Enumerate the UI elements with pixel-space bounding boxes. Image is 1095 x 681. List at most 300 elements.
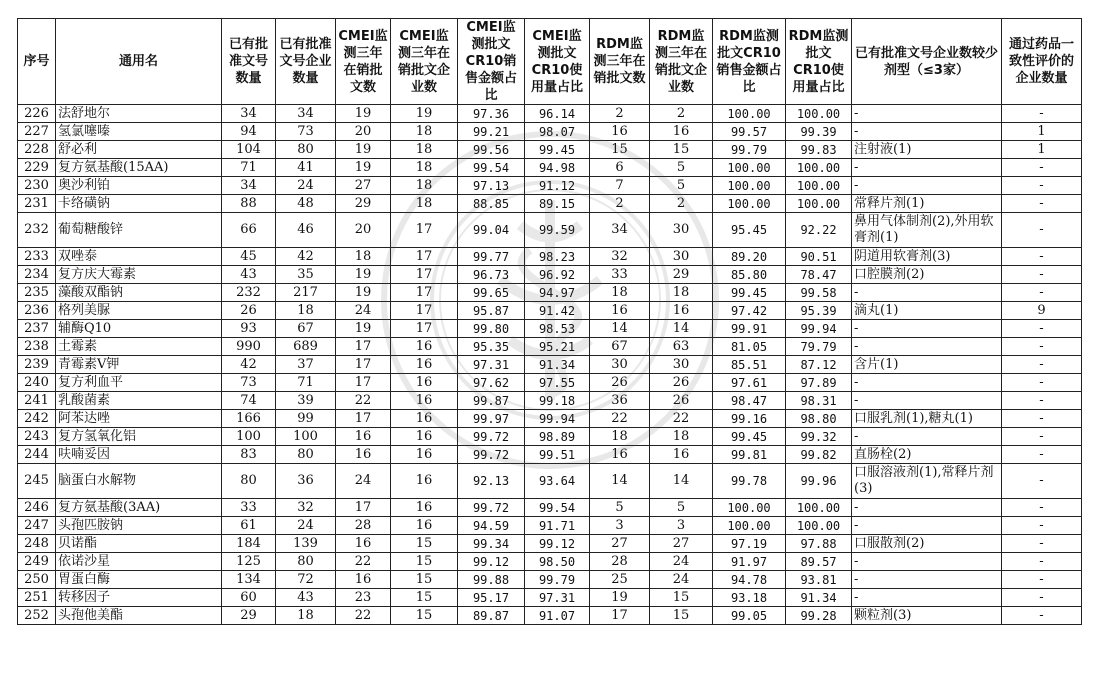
approval-count-cell: 26 [222,302,276,320]
rdm-product-count-cell: 32 [590,248,650,266]
rdm-product-count-cell: 67 [590,338,650,356]
rdm-company-count-cell: 27 [650,535,713,553]
table-row [18,589,1082,607]
few-company-dosage-forms-cell: 滴丸(1) [852,302,1002,320]
approval-count-cell: 83 [222,446,276,464]
cmei-cr10-sales-share-cell: 97.36 [458,105,525,123]
cmei-product-count-cell: 22 [336,607,391,625]
few-company-dosage-forms-cell: - [852,428,1002,446]
row-number-cell: 243 [18,428,56,446]
rdm-cr10-sales-share-cell: 99.45 [713,284,786,302]
table-row [18,141,1082,159]
table-row [18,410,1082,428]
rdm-product-count-cell: 22 [590,410,650,428]
cmei-cr10-volume-share-cell: 91.07 [525,607,590,625]
cmei-cr10-volume-share-cell: 99.79 [525,571,590,589]
generic-name-cell: 葡萄糖酸锌 [56,213,222,248]
few-company-dosage-forms-cell: - [852,553,1002,571]
cmei-company-count-cell: 17 [391,320,458,338]
row-number-cell: 232 [18,213,56,248]
col-few-company-forms-header: 已有批准文号企业数较少剂型（≤3家） [852,19,1002,105]
consistency-company-count-cell: - [1002,266,1082,284]
rdm-company-count-cell: 24 [650,553,713,571]
table-body [18,105,1082,625]
generic-name-cell: 氢氯噻嗪 [56,123,222,141]
cmei-product-count-cell: 24 [336,302,391,320]
rdm-cr10-sales-share-cell: 100.00 [713,195,786,213]
rdm-cr10-sales-share-cell: 99.79 [713,141,786,159]
approval-count-cell: 104 [222,141,276,159]
row-number-cell: 246 [18,499,56,517]
rdm-company-count-cell: 30 [650,248,713,266]
rdm-cr10-sales-share-cell: 85.51 [713,356,786,374]
generic-name-cell: 脑蛋白水解物 [56,464,222,499]
cmei-company-count-cell: 18 [391,177,458,195]
few-company-dosage-forms-cell: - [852,374,1002,392]
approval-count-cell: 100 [222,428,276,446]
few-company-dosage-forms-cell: - [852,499,1002,517]
row-number-cell: 237 [18,320,56,338]
row-number-cell: 242 [18,410,56,428]
few-company-dosage-forms-cell: 含片(1) [852,356,1002,374]
approval-company-count-cell: 36 [276,464,336,499]
rdm-cr10-sales-share-cell: 97.61 [713,374,786,392]
rdm-cr10-sales-share-cell: 99.78 [713,464,786,499]
col-cmei-cr10-volume-header: CMEI监测批文CR10使用量占比 [525,19,590,105]
rdm-cr10-volume-share-cell: 95.39 [786,302,852,320]
cmei-cr10-sales-share-cell: 99.72 [458,499,525,517]
cmei-cr10-volume-share-cell: 98.89 [525,428,590,446]
approval-count-cell: 166 [222,410,276,428]
rdm-cr10-volume-share-cell: 92.22 [786,213,852,248]
approval-count-cell: 33 [222,499,276,517]
generic-name-cell: 奥沙利铂 [56,177,222,195]
rdm-product-count-cell: 25 [590,571,650,589]
approval-count-cell: 94 [222,123,276,141]
cmei-cr10-volume-share-cell: 94.97 [525,284,590,302]
generic-name-cell: 法舒地尔 [56,105,222,123]
cmei-product-count-cell: 19 [336,105,391,123]
rdm-product-count-cell: 27 [590,535,650,553]
consistency-company-count-cell: 1 [1002,123,1082,141]
cmei-company-count-cell: 16 [391,446,458,464]
cmei-cr10-sales-share-cell: 99.54 [458,159,525,177]
cmei-company-count-cell: 16 [391,392,458,410]
cmei-cr10-volume-share-cell: 98.07 [525,123,590,141]
cmei-company-count-cell: 16 [391,410,458,428]
table-row [18,428,1082,446]
rdm-product-count-cell: 19 [590,589,650,607]
table-row [18,553,1082,571]
few-company-dosage-forms-cell: 常释片剂(1) [852,195,1002,213]
rdm-product-count-cell: 16 [590,302,650,320]
cmei-cr10-sales-share-cell: 99.72 [458,428,525,446]
cmei-cr10-sales-share-cell: 89.87 [458,607,525,625]
approval-company-count-cell: 24 [276,177,336,195]
rdm-company-count-cell: 29 [650,266,713,284]
cmei-company-count-cell: 15 [391,571,458,589]
cmei-product-count-cell: 16 [336,535,391,553]
rdm-company-count-cell: 26 [650,392,713,410]
cmei-product-count-cell: 18 [336,248,391,266]
row-number-cell: 231 [18,195,56,213]
few-company-dosage-forms-cell: 口服溶液剂(1),常释片剂(3) [852,464,1002,499]
col-cmei-products-header: CMEI监测三年在销批文数 [336,19,391,105]
approval-company-count-cell: 80 [276,446,336,464]
consistency-company-count-cell: - [1002,517,1082,535]
few-company-dosage-forms-cell: 口服乳剂(1),糖丸(1) [852,410,1002,428]
rdm-cr10-sales-share-cell: 94.78 [713,571,786,589]
col-rdm-cr10-volume-header: RDM监测批文CR10使用量占比 [786,19,852,105]
cmei-cr10-sales-share-cell: 99.72 [458,446,525,464]
approval-company-count-cell: 37 [276,356,336,374]
few-company-dosage-forms-cell: - [852,105,1002,123]
approval-count-cell: 125 [222,553,276,571]
few-company-dosage-forms-cell: - [852,284,1002,302]
few-company-dosage-forms-cell: 阴道用软膏剂(3) [852,248,1002,266]
approval-company-count-cell: 80 [276,553,336,571]
rdm-cr10-volume-share-cell: 100.00 [786,159,852,177]
approval-company-count-cell: 67 [276,320,336,338]
cmei-cr10-sales-share-cell: 99.88 [458,571,525,589]
cmei-product-count-cell: 19 [336,320,391,338]
cmei-company-count-cell: 15 [391,553,458,571]
rdm-product-count-cell: 18 [590,284,650,302]
rdm-cr10-volume-share-cell: 91.34 [786,589,852,607]
generic-name-cell: 贝诺酯 [56,535,222,553]
table-row [18,177,1082,195]
cmei-product-count-cell: 16 [336,571,391,589]
table-row [18,195,1082,213]
rdm-product-count-cell: 17 [590,607,650,625]
cmei-cr10-volume-share-cell: 99.12 [525,535,590,553]
rdm-cr10-volume-share-cell: 100.00 [786,499,852,517]
cmei-cr10-sales-share-cell: 99.65 [458,284,525,302]
table-row [18,105,1082,123]
col-approvals-header: 已有批准文号数量 [222,19,276,105]
row-number-cell: 226 [18,105,56,123]
generic-name-cell: 青霉素V钾 [56,356,222,374]
cmei-product-count-cell: 22 [336,553,391,571]
few-company-dosage-forms-cell: - [852,338,1002,356]
rdm-company-count-cell: 15 [650,141,713,159]
approval-count-cell: 134 [222,571,276,589]
rdm-company-count-cell: 2 [650,105,713,123]
row-number-cell: 239 [18,356,56,374]
rdm-company-count-cell: 26 [650,374,713,392]
cmei-cr10-volume-share-cell: 99.45 [525,141,590,159]
cmei-company-count-cell: 16 [391,338,458,356]
rdm-cr10-volume-share-cell: 79.79 [786,338,852,356]
table-row [18,248,1082,266]
rdm-cr10-sales-share-cell: 85.80 [713,266,786,284]
rdm-product-count-cell: 30 [590,356,650,374]
row-number-cell: 236 [18,302,56,320]
table-row [18,446,1082,464]
approval-count-cell: 42 [222,356,276,374]
cmei-product-count-cell: 19 [336,266,391,284]
cmei-product-count-cell: 17 [336,499,391,517]
cmei-product-count-cell: 19 [336,284,391,302]
header-row [18,19,1082,105]
approval-count-cell: 990 [222,338,276,356]
rdm-cr10-volume-share-cell: 98.80 [786,410,852,428]
consistency-company-count-cell: - [1002,105,1082,123]
cmei-cr10-volume-share-cell: 94.98 [525,159,590,177]
rdm-company-count-cell: 14 [650,320,713,338]
rdm-company-count-cell: 22 [650,410,713,428]
row-number-cell: 248 [18,535,56,553]
table-row [18,356,1082,374]
col-no-header: 序号 [18,19,56,105]
cmei-cr10-volume-share-cell: 91.12 [525,177,590,195]
rdm-company-count-cell: 63 [650,338,713,356]
generic-name-cell: 阿苯达唑 [56,410,222,428]
cmei-company-count-cell: 19 [391,105,458,123]
generic-name-cell: 头孢匹胺钠 [56,517,222,535]
cmei-company-count-cell: 16 [391,428,458,446]
rdm-cr10-volume-share-cell: 99.39 [786,123,852,141]
cmei-company-count-cell: 15 [391,607,458,625]
approval-company-count-cell: 42 [276,248,336,266]
rdm-company-count-cell: 2 [650,195,713,213]
rdm-company-count-cell: 5 [650,499,713,517]
cmei-cr10-volume-share-cell: 97.31 [525,589,590,607]
cmei-cr10-sales-share-cell: 95.17 [458,589,525,607]
approval-company-count-cell: 32 [276,499,336,517]
rdm-company-count-cell: 30 [650,356,713,374]
rdm-company-count-cell: 16 [650,123,713,141]
approval-company-count-cell: 100 [276,428,336,446]
generic-name-cell: 复方氨基酸(3AA) [56,499,222,517]
approval-company-count-cell: 73 [276,123,336,141]
table-row [18,159,1082,177]
approval-company-count-cell: 139 [276,535,336,553]
row-number-cell: 230 [18,177,56,195]
rdm-product-count-cell: 34 [590,213,650,248]
approval-company-count-cell: 48 [276,195,336,213]
approval-count-cell: 60 [222,589,276,607]
rdm-company-count-cell: 18 [650,284,713,302]
few-company-dosage-forms-cell: - [852,159,1002,177]
rdm-company-count-cell: 5 [650,177,713,195]
row-number-cell: 245 [18,464,56,499]
consistency-company-count-cell: - [1002,464,1082,499]
col-rdm-products-header: RDM监测三年在销批文数 [590,19,650,105]
rdm-cr10-volume-share-cell: 87.12 [786,356,852,374]
cmei-product-count-cell: 17 [336,338,391,356]
rdm-product-count-cell: 18 [590,428,650,446]
cmei-cr10-volume-share-cell: 99.59 [525,213,590,248]
cmei-cr10-sales-share-cell: 99.04 [458,213,525,248]
cmei-company-count-cell: 15 [391,535,458,553]
rdm-product-count-cell: 16 [590,446,650,464]
rdm-cr10-volume-share-cell: 97.89 [786,374,852,392]
cmei-cr10-sales-share-cell: 92.13 [458,464,525,499]
approval-company-count-cell: 99 [276,410,336,428]
rdm-product-count-cell: 2 [590,195,650,213]
col-rdm-cr10-sales-header: RDM监测批文CR10销售金额占比 [713,19,786,105]
generic-name-cell: 依诺沙星 [56,553,222,571]
consistency-company-count-cell: - [1002,284,1082,302]
rdm-cr10-sales-share-cell: 99.16 [713,410,786,428]
cmei-cr10-volume-share-cell: 97.55 [525,374,590,392]
rdm-cr10-sales-share-cell: 100.00 [713,159,786,177]
col-consistency-companies-header: 通过药品一致性评价的企业数量 [1002,19,1082,105]
cmei-cr10-sales-share-cell: 97.31 [458,356,525,374]
generic-name-cell: 复方氨基酸(15AA) [56,159,222,177]
table-row [18,320,1082,338]
rdm-cr10-volume-share-cell: 100.00 [786,517,852,535]
cmei-cr10-sales-share-cell: 99.12 [458,553,525,571]
approval-company-count-cell: 35 [276,266,336,284]
row-number-cell: 234 [18,266,56,284]
rdm-cr10-sales-share-cell: 89.20 [713,248,786,266]
rdm-company-count-cell: 15 [650,589,713,607]
rdm-cr10-volume-share-cell: 100.00 [786,177,852,195]
few-company-dosage-forms-cell: 直肠栓(2) [852,446,1002,464]
rdm-company-count-cell: 5 [650,159,713,177]
cmei-cr10-volume-share-cell: 98.50 [525,553,590,571]
rdm-cr10-sales-share-cell: 98.47 [713,392,786,410]
row-number-cell: 244 [18,446,56,464]
consistency-company-count-cell: - [1002,374,1082,392]
cmei-cr10-sales-share-cell: 99.21 [458,123,525,141]
approval-count-cell: 73 [222,374,276,392]
rdm-company-count-cell: 18 [650,428,713,446]
approval-count-cell: 43 [222,266,276,284]
cmei-cr10-volume-share-cell: 99.51 [525,446,590,464]
rdm-product-count-cell: 14 [590,320,650,338]
rdm-product-count-cell: 26 [590,374,650,392]
cmei-cr10-volume-share-cell: 99.54 [525,499,590,517]
cmei-product-count-cell: 16 [336,428,391,446]
few-company-dosage-forms-cell: - [852,177,1002,195]
few-company-dosage-forms-cell: - [852,123,1002,141]
row-number-cell: 250 [18,571,56,589]
approval-count-cell: 34 [222,177,276,195]
consistency-company-count-cell: - [1002,356,1082,374]
rdm-product-count-cell: 6 [590,159,650,177]
rdm-product-count-cell: 14 [590,464,650,499]
few-company-dosage-forms-cell: - [852,571,1002,589]
generic-name-cell: 土霉素 [56,338,222,356]
rdm-cr10-sales-share-cell: 97.42 [713,302,786,320]
cmei-product-count-cell: 27 [336,177,391,195]
few-company-dosage-forms-cell: - [852,589,1002,607]
consistency-company-count-cell: - [1002,392,1082,410]
row-number-cell: 241 [18,392,56,410]
cmei-cr10-sales-share-cell: 99.80 [458,320,525,338]
generic-name-cell: 双唑泰 [56,248,222,266]
col-rdm-companies-header: RDM监测三年在销批文企业数 [650,19,713,105]
cmei-cr10-sales-share-cell: 95.87 [458,302,525,320]
consistency-company-count-cell: - [1002,177,1082,195]
cmei-company-count-cell: 18 [391,141,458,159]
rdm-product-count-cell: 15 [590,141,650,159]
cmei-cr10-volume-share-cell: 91.34 [525,356,590,374]
rdm-company-count-cell: 16 [650,302,713,320]
approval-count-cell: 61 [222,517,276,535]
rdm-product-count-cell: 16 [590,123,650,141]
generic-name-cell: 乳酸菌素 [56,392,222,410]
approval-company-count-cell: 24 [276,517,336,535]
rdm-product-count-cell: 2 [590,105,650,123]
rdm-cr10-volume-share-cell: 99.83 [786,141,852,159]
few-company-dosage-forms-cell: - [852,392,1002,410]
consistency-company-count-cell: - [1002,195,1082,213]
rdm-product-count-cell: 7 [590,177,650,195]
consistency-company-count-cell: - [1002,553,1082,571]
rdm-cr10-sales-share-cell: 97.19 [713,535,786,553]
generic-name-cell: 头孢他美酯 [56,607,222,625]
drug-statistics-table-sheet [17,18,1081,625]
rdm-cr10-volume-share-cell: 78.47 [786,266,852,284]
approval-company-count-cell: 217 [276,284,336,302]
generic-name-cell: 舒必利 [56,141,222,159]
consistency-company-count-cell: - [1002,338,1082,356]
rdm-product-count-cell: 33 [590,266,650,284]
cmei-company-count-cell: 16 [391,374,458,392]
rdm-cr10-volume-share-cell: 98.31 [786,392,852,410]
rdm-cr10-volume-share-cell: 93.81 [786,571,852,589]
consistency-company-count-cell: - [1002,159,1082,177]
rdm-cr10-sales-share-cell: 95.45 [713,213,786,248]
cmei-cr10-volume-share-cell: 91.42 [525,302,590,320]
few-company-dosage-forms-cell: 口服散剂(2) [852,535,1002,553]
consistency-company-count-cell: - [1002,428,1082,446]
row-number-cell: 252 [18,607,56,625]
rdm-cr10-volume-share-cell: 89.57 [786,553,852,571]
cmei-cr10-sales-share-cell: 96.73 [458,266,525,284]
cmei-cr10-volume-share-cell: 96.92 [525,266,590,284]
row-number-cell: 238 [18,338,56,356]
rdm-product-count-cell: 5 [590,499,650,517]
few-company-dosage-forms-cell: 口腔膜剂(2) [852,266,1002,284]
rdm-cr10-volume-share-cell: 90.51 [786,248,852,266]
rdm-cr10-sales-share-cell: 100.00 [713,105,786,123]
table-row [18,374,1082,392]
consistency-company-count-cell: - [1002,410,1082,428]
rdm-cr10-sales-share-cell: 81.05 [713,338,786,356]
cmei-company-count-cell: 17 [391,248,458,266]
rdm-cr10-volume-share-cell: 100.00 [786,105,852,123]
rdm-cr10-sales-share-cell: 100.00 [713,499,786,517]
consistency-company-count-cell: 9 [1002,302,1082,320]
rdm-product-count-cell: 28 [590,553,650,571]
approval-company-count-cell: 18 [276,302,336,320]
rdm-company-count-cell: 14 [650,464,713,499]
approval-count-cell: 45 [222,248,276,266]
cmei-cr10-volume-share-cell: 89.15 [525,195,590,213]
cmei-cr10-sales-share-cell: 97.62 [458,374,525,392]
cmei-cr10-volume-share-cell: 99.94 [525,410,590,428]
cmei-cr10-sales-share-cell: 99.87 [458,392,525,410]
col-generic-name-header: 通用名 [56,19,222,105]
consistency-company-count-cell: - [1002,446,1082,464]
cmei-cr10-sales-share-cell: 95.35 [458,338,525,356]
cmei-product-count-cell: 28 [336,517,391,535]
generic-name-cell: 复方利血平 [56,374,222,392]
rdm-cr10-sales-share-cell: 99.91 [713,320,786,338]
cmei-company-count-cell: 17 [391,266,458,284]
consistency-company-count-cell: - [1002,589,1082,607]
rdm-product-count-cell: 3 [590,517,650,535]
cmei-company-count-cell: 16 [391,464,458,499]
generic-name-cell: 复方氢氧化铝 [56,428,222,446]
cmei-company-count-cell: 16 [391,517,458,535]
approval-company-count-cell: 43 [276,589,336,607]
